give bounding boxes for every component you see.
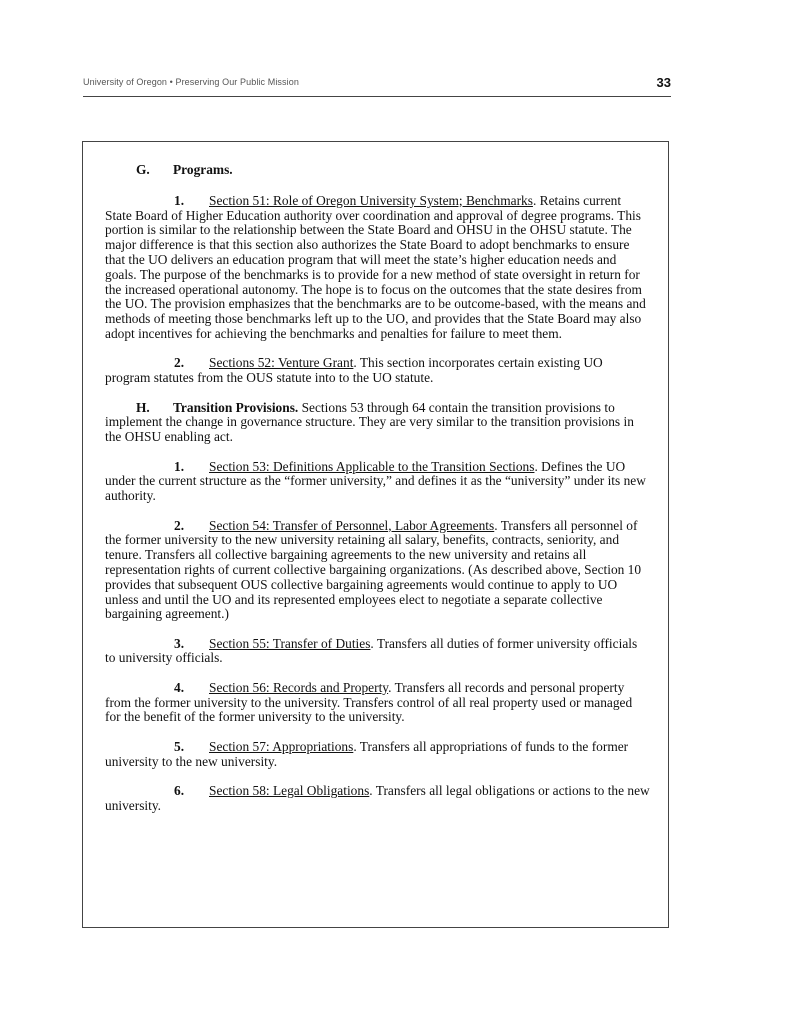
content-body — [105, 163, 650, 828]
item-h-2 — [105, 519, 650, 623]
section-reference: Section 58: Legal Obligations — [209, 783, 370, 799]
item-g-1 — [105, 194, 650, 342]
section-reference: Section 56: Records and Property — [209, 679, 389, 695]
item-number: 1. — [174, 458, 185, 474]
item-number: 1. — [174, 192, 185, 208]
section-title: Programs. — [173, 162, 233, 177]
item-g-2 — [105, 356, 650, 386]
section-intro-text: Sections 53 through 64 contain the transition provisions to implement the change in governance structure. They are very similar to the transition provisions in the OHSU enabling act. — [105, 399, 634, 445]
item-text: . Transfers all duties of former university officials to university officials. — [105, 635, 638, 666]
section-reference: Section 51: Role of Oregon University System; Benchmarks — [209, 192, 533, 208]
section-title: Transition Provisions. — [173, 399, 299, 415]
item-number: 3. — [174, 635, 185, 651]
item-number: 5. — [174, 738, 185, 754]
section-reference: Sections 52: Venture Grant — [209, 355, 354, 371]
section-g-heading — [105, 163, 650, 178]
item-text: . Retains current State Board of Higher Education authority over coordination and approval of degree programs. This portion is similar to the relationship between the State Board and OHSU in the OHSU statute. The major difference is that this section also authorizes the State Board to adopt benchmarks to ensure that the UO delivers an education program that will meet the state’s higher education needs and goals. The purpose of the benchmarks is to provide for a new method of state oversight in return for the increased operational autonomy. The hope is to focus on the outcomes that the state desires from the UO. The provision emphasizes that the benchmarks are to be outcome-based, with the means and methods of meeting those benchmarks left up to the UO, and provides that the State Board may also adopt incentives for achieving the benchmarks and penalties for failure to meet them. — [105, 192, 646, 341]
item-text: . Transfers all appropriations of funds to the former university to the new university. — [105, 738, 629, 769]
item-h-4 — [105, 681, 650, 725]
content-box — [82, 141, 669, 928]
page-number: 33 — [656, 75, 671, 90]
section-reference: Section 53: Definitions Applicable to the Transition Sections — [209, 458, 535, 474]
item-h-3 — [105, 637, 650, 667]
section-reference: Section 55: Transfer of Duties — [209, 635, 371, 651]
item-text: . Transfers all personnel of the former university to the new university retaining all salary, benefits, contracts, seniority, and tenure. Transfers all collective bargaining agreements to the new university and retains all representation rights of current collective bargaining organizations. (As described above, Section 10 provides that subsequent OUS collective bargaining agreements would continue to apply to UO unless and until the UO and its represented employees elect to negotiate a separate collective bargaining agreement.) — [105, 517, 642, 622]
item-text: . Defines the UO under the current structure as the “former university,” and defines it as the “university” under its new authority. — [105, 458, 646, 504]
item-text: . This section incorporates certain existing UO program statutes from the OUS statute into to the UO statute. — [105, 355, 603, 386]
item-number: 4. — [174, 679, 185, 695]
running-title: University of Oregon • Preserving Our Public Mission — [83, 77, 299, 87]
section-reference: Section 57: Appropriations — [209, 738, 354, 754]
item-number: 2. — [174, 355, 185, 371]
item-h-6 — [105, 784, 650, 814]
item-number: 6. — [174, 783, 185, 799]
item-h-5 — [105, 740, 650, 770]
section-h-paragraph — [105, 401, 650, 445]
item-text: . Transfers all records and personal property from the former university to the university. Transfers control of all real property used or managed for the benefit of the former university to the university. — [105, 679, 633, 725]
section-letter: G. — [136, 162, 150, 177]
section-letter: H. — [136, 399, 150, 415]
section-reference: Section 54: Transfer of Personnel, Labor Agreements — [209, 517, 495, 533]
item-text: . Transfers all legal obligations or actions to the new university. — [105, 783, 650, 813]
item-number: 2. — [174, 517, 185, 533]
page-header — [83, 76, 671, 97]
item-h-1 — [105, 460, 650, 504]
